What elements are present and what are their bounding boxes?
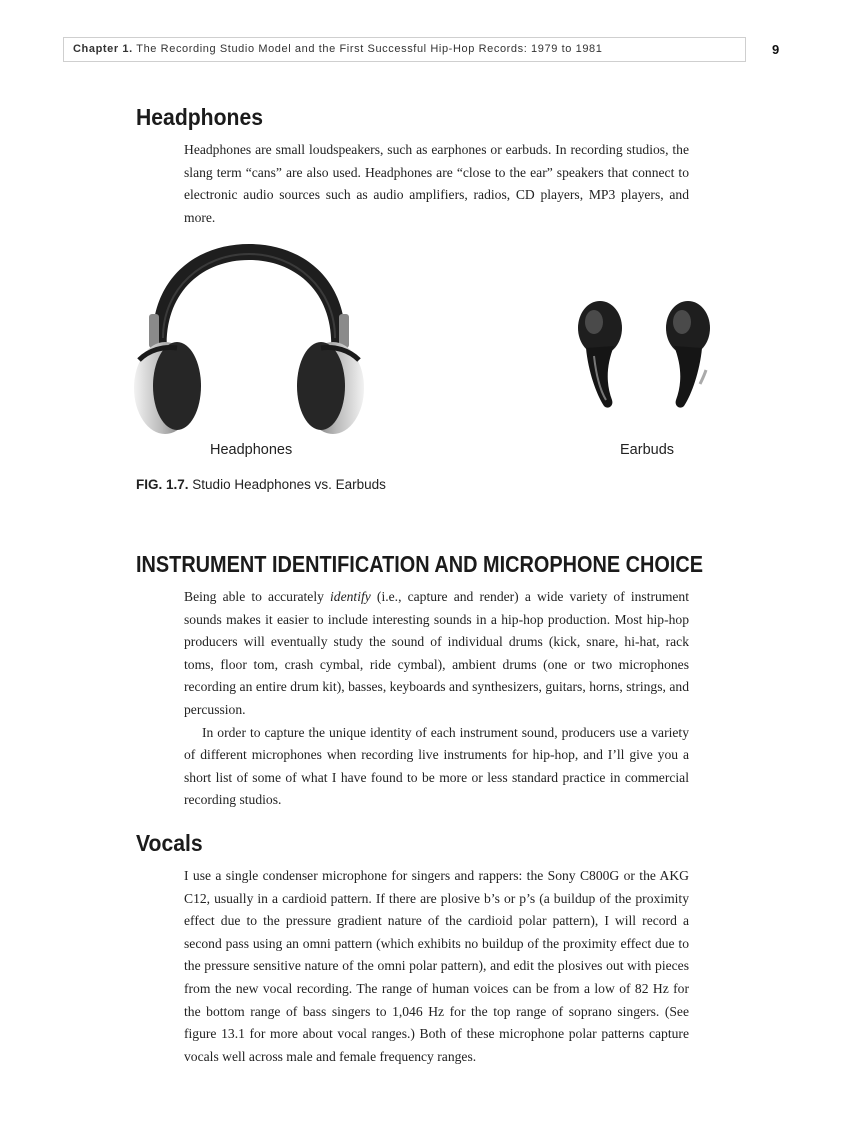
figure-number: FIG. 1.7. — [136, 477, 189, 492]
figure-caption — [136, 477, 386, 492]
earbuds-image — [570, 300, 718, 412]
figure-caption-text: Studio Headphones vs. Earbuds — [192, 477, 386, 492]
p1-end: (i.e., capture and render) a wide variety of instrument sounds makes it easier to include interesting sounds in a hip-hop production. Most hip-hop producers will eventually study the sound of individual drums (kick, snare, hi-hat, rack toms, floor tom, crash cymbal, ride cymbal), ambient drums (one or two microphones recording an entire drum kit), basses, keyboards and synthesizers, guitars, horns, strings, and percussion. — [184, 589, 689, 717]
figure-label-earbuds: Earbuds — [620, 442, 675, 458]
running-head — [63, 37, 746, 62]
chapter-label: Chapter 1. — [73, 43, 133, 55]
section-heading-vocals: Vocals — [136, 830, 203, 856]
section-heading-headphones: Headphones — [136, 104, 263, 130]
instrument-body — [184, 586, 689, 812]
section-heading-instrument: INSTRUMENT IDENTIFICATION AND MICROPHONE CHOICE — [136, 551, 704, 577]
vocals-body — [184, 865, 689, 1068]
p1-emphasis: identify — [330, 589, 371, 604]
instrument-paragraph-1 — [184, 586, 689, 722]
vocals-paragraph: I use a single condenser microphone for singers and rappers: the Sony C800G or the AKG C12, usually in a cardioid pattern. If there are plosive b’s or p’s (a buildup of the proximity effect due to the pressure gradient nature of the cardioid polar pattern), I will record a second pass using an omni pattern (which exhibits no buildup of the proximity effect due to the pressure sensitive nature of the omni polar pattern), and edit the plosives out with pieces from the new vocal recording. The range of human voices can be from a low of 82 Hz for the bottom range of bass singers to 1,046 Hz for the top range of soprano singers. (See figure 13.1 for more about vocal ranges.) Both of these microphone polar patterns capture vocals well across male and female frequency ranges. — [184, 868, 689, 1064]
page-number: 9 — [772, 42, 780, 57]
chapter-title: The Recording Studio Model and the First Successful Hip-Hop Records: 1979 to 1981 — [136, 43, 603, 55]
headphones-image — [133, 242, 365, 438]
headphones-body — [184, 139, 689, 229]
p1-start: Being able to accurately — [184, 589, 331, 604]
instrument-paragraph-2: In order to capture the unique identity of each instrument sound, producers use a variety of different microphones when recording live instruments for hip-hop, and I’ll give you a short list of some of what I have found to be more or less standard practice in commercial recording studios. — [184, 724, 689, 808]
headphones-paragraph: Headphones are small loudspeakers, such as earphones or earbuds. In recording studios, the slang term “cans” are also used. Headphones are “close to the ear” speakers that connect to electronic audio sources such as audio amplifiers, radios, CD players, MP3 players, and more. — [184, 142, 689, 225]
figure-label-headphones: Headphones — [210, 442, 293, 458]
